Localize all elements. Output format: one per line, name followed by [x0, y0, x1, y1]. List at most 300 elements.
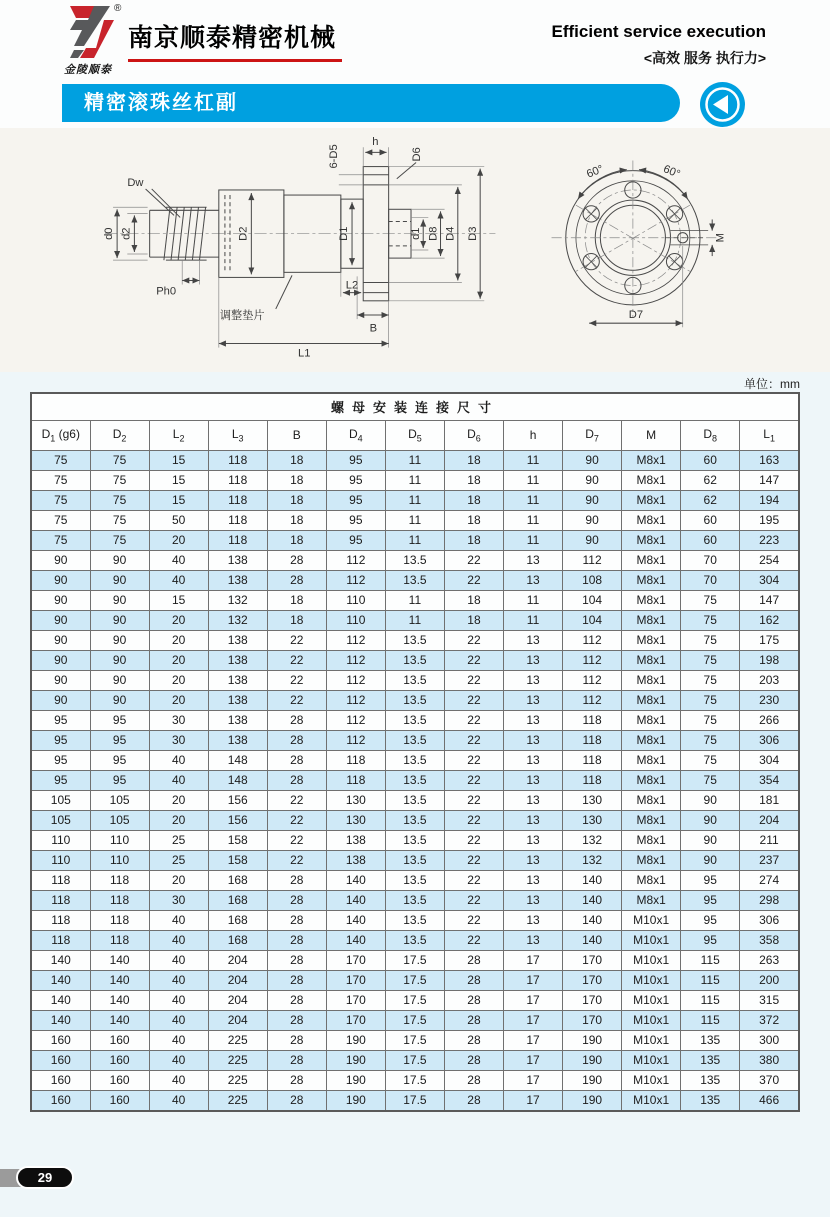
table-cell: 17 [504, 1070, 563, 1090]
table-cell: 40 [149, 970, 208, 990]
table-cell: 13 [504, 790, 563, 810]
dim-label-B: B [369, 322, 378, 335]
table-row [31, 850, 799, 870]
table-row [31, 950, 799, 970]
table-cell: 70 [681, 570, 740, 590]
table-cell: 315 [740, 990, 799, 1010]
table-cell: 204 [740, 810, 799, 830]
table-cell: 140 [90, 950, 149, 970]
table-cell: 118 [90, 910, 149, 930]
table-cell: 115 [681, 1010, 740, 1030]
table-cell: 60 [681, 530, 740, 550]
table-cell: 75 [90, 450, 149, 470]
table-cell: 112 [563, 650, 622, 670]
table-cell: 28 [444, 950, 503, 970]
table-cell: 11 [504, 530, 563, 550]
table-cell: 138 [208, 690, 267, 710]
table-cell: 20 [149, 790, 208, 810]
table-cell: 90 [681, 790, 740, 810]
table-row [31, 1050, 799, 1070]
table-cell: 22 [267, 670, 326, 690]
table-cell: 22 [267, 650, 326, 670]
table-cell: 90 [563, 490, 622, 510]
table-cell: 60 [681, 450, 740, 470]
table-cell: 112 [326, 550, 385, 570]
column-header: $L_3$ [208, 420, 267, 450]
dim-label-d0: d0 [103, 227, 116, 240]
table-row [31, 670, 799, 690]
unit-note: 单位：mm [744, 377, 800, 391]
dim-label-dw: Dw [127, 176, 144, 189]
table-cell: 115 [681, 950, 740, 970]
table-cell: 95 [326, 450, 385, 470]
table-cell: 118 [208, 450, 267, 470]
table-cell: 11 [504, 450, 563, 470]
table-cell: 13.5 [385, 690, 444, 710]
table-cell: 112 [563, 550, 622, 570]
table-cell: 112 [326, 570, 385, 590]
table-cell: 160 [90, 1030, 149, 1050]
table-cell: 22 [444, 750, 503, 770]
table-cell: 28 [444, 1030, 503, 1050]
table-row [31, 650, 799, 670]
section-banner [62, 84, 680, 122]
table-cell: 90 [563, 530, 622, 550]
table-row [31, 450, 799, 470]
table-cell: 118 [208, 470, 267, 490]
table-cell: 28 [267, 910, 326, 930]
table-cell: 118 [31, 870, 90, 890]
table-cell: 132 [563, 850, 622, 870]
angle-label-right: 60° [661, 163, 682, 181]
table-row [31, 570, 799, 590]
table-cell: 95 [326, 490, 385, 510]
table-cell: 115 [681, 990, 740, 1010]
table-cell: 22 [444, 830, 503, 850]
table-cell: 28 [267, 930, 326, 950]
table-cell: M8x1 [622, 830, 681, 850]
table-cell: 138 [208, 550, 267, 570]
company-logo [64, 4, 126, 77]
table-row [31, 930, 799, 950]
table-cell: M8x1 [622, 590, 681, 610]
table-cell: 266 [740, 710, 799, 730]
dim-label-ph0: Ph0 [156, 285, 177, 298]
table-cell: 28 [267, 1010, 326, 1030]
table-cell: 18 [444, 510, 503, 530]
table-cell: 20 [149, 810, 208, 830]
table-cell: 28 [267, 1090, 326, 1111]
dim-label-D8: D8 [427, 226, 440, 241]
table-cell: 95 [326, 470, 385, 490]
table-cell: 17.5 [385, 970, 444, 990]
table-cell: 160 [31, 1030, 90, 1050]
table-cell: 40 [149, 1090, 208, 1111]
table-cell: 25 [149, 830, 208, 850]
table-cell: 190 [326, 1050, 385, 1070]
table-row [31, 790, 799, 810]
table-cell: 13 [504, 910, 563, 930]
table-cell: 115 [681, 970, 740, 990]
table-cell: M8x1 [622, 890, 681, 910]
table-cell: 110 [90, 830, 149, 850]
back-button[interactable] [700, 82, 745, 127]
table-cell: 118 [563, 710, 622, 730]
table-cell: 138 [208, 710, 267, 730]
table-cell: 168 [208, 930, 267, 950]
table-row [31, 750, 799, 770]
table-cell: 17 [504, 970, 563, 990]
table-cell: 75 [681, 690, 740, 710]
dim-label-L2: L2 [345, 279, 359, 292]
table-cell: 90 [31, 590, 90, 610]
slogans [552, 22, 766, 68]
table-cell: 13 [504, 830, 563, 850]
table-row [31, 590, 799, 610]
table-cell: 13.5 [385, 930, 444, 950]
dim-label-L1: L1 [298, 347, 311, 360]
table-cell: 18 [267, 590, 326, 610]
table-cell: 11 [385, 510, 444, 530]
table-cell: 90 [31, 650, 90, 670]
table-cell: 40 [149, 770, 208, 790]
table-row [31, 510, 799, 530]
end-view-drawing [510, 132, 770, 372]
table-cell: 13.5 [385, 850, 444, 870]
column-header: $D_8$ [681, 420, 740, 450]
table-cell: 110 [90, 850, 149, 870]
table-cell: 75 [31, 450, 90, 470]
table-cell: 40 [149, 1070, 208, 1090]
table-cell: 132 [208, 610, 267, 630]
table-cell: 95 [31, 730, 90, 750]
table-cell: 105 [31, 790, 90, 810]
table-cell: 190 [326, 1030, 385, 1050]
slogan-en: Efficient service execution [551, 22, 766, 41]
table-cell: 18 [444, 590, 503, 610]
table-cell: 40 [149, 990, 208, 1010]
table-cell: 118 [90, 930, 149, 950]
table-cell: 30 [149, 730, 208, 750]
table-cell: 18 [267, 610, 326, 630]
table-cell: 140 [90, 990, 149, 1010]
table-cell: 112 [326, 650, 385, 670]
table-cell: M10x1 [622, 930, 681, 950]
table-cell: 118 [31, 930, 90, 950]
table-cell: 22 [444, 670, 503, 690]
column-header: M [622, 420, 681, 450]
table-cell: 13 [504, 570, 563, 590]
table-cell: 22 [444, 690, 503, 710]
table-cell: 95 [31, 710, 90, 730]
table-cell: 118 [31, 910, 90, 930]
company-name: 南京顺泰精密机械 [128, 18, 342, 62]
table-cell: 17 [504, 1030, 563, 1050]
table-cell: 75 [681, 750, 740, 770]
table-cell: 254 [740, 550, 799, 570]
table-cell: 168 [208, 910, 267, 930]
table-cell: 203 [740, 670, 799, 690]
table-cell: 112 [326, 670, 385, 690]
table-cell: 40 [149, 570, 208, 590]
table-cell: 140 [326, 890, 385, 910]
table-cell: 25 [149, 850, 208, 870]
table-cell: 132 [208, 590, 267, 610]
table-cell: 230 [740, 690, 799, 710]
table-cell: 28 [444, 1050, 503, 1070]
table-cell: 90 [90, 590, 149, 610]
table-cell: 160 [90, 1090, 149, 1111]
table-cell: 75 [31, 510, 90, 530]
table-cell: 190 [326, 1070, 385, 1090]
table-cell: 130 [326, 810, 385, 830]
table-cell: 140 [563, 890, 622, 910]
table-row [31, 530, 799, 550]
table-cell: 90 [90, 650, 149, 670]
table-cell: 112 [563, 630, 622, 650]
table-cell: M8x1 [622, 710, 681, 730]
table-cell: 75 [90, 530, 149, 550]
table-cell: 28 [267, 1050, 326, 1070]
table-cell: 75 [681, 630, 740, 650]
table-cell: 190 [563, 1070, 622, 1090]
table-cell: 13 [504, 810, 563, 830]
table-cell: 118 [208, 490, 267, 510]
table-cell: 13 [504, 710, 563, 730]
table-cell: 17.5 [385, 1010, 444, 1030]
table-cell: 138 [208, 730, 267, 750]
table-cell: 22 [267, 830, 326, 850]
table-cell: 22 [444, 710, 503, 730]
table-cell: M8x1 [622, 690, 681, 710]
table-cell: 11 [385, 450, 444, 470]
table-cell: 95 [31, 750, 90, 770]
back-icon [700, 82, 745, 127]
table-cell: 30 [149, 710, 208, 730]
table-cell: 75 [681, 670, 740, 690]
table-cell: 18 [444, 470, 503, 490]
table-cell: 17 [504, 1050, 563, 1070]
table-cell: 13 [504, 550, 563, 570]
column-header: $D_6$ [444, 420, 503, 450]
table-cell: 22 [444, 550, 503, 570]
table-cell: 17.5 [385, 1050, 444, 1070]
table-cell: 105 [31, 810, 90, 830]
table-cell: 11 [385, 610, 444, 630]
table-cell: 75 [681, 710, 740, 730]
table-cell: M8x1 [622, 850, 681, 870]
table-row [31, 970, 799, 990]
table-cell: 13.5 [385, 570, 444, 590]
table-cell: 190 [326, 1090, 385, 1111]
table-cell: 13.5 [385, 790, 444, 810]
table-row [31, 810, 799, 830]
table-cell: 130 [563, 810, 622, 830]
logo-caption: 金陵顺泰 [64, 63, 112, 76]
table-cell: 90 [681, 810, 740, 830]
table-cell: 11 [504, 590, 563, 610]
column-header: $D_2$ [90, 420, 149, 450]
table-cell: 90 [31, 570, 90, 590]
table-cell: 22 [267, 850, 326, 870]
table-cell: 20 [149, 690, 208, 710]
table-cell: 20 [149, 650, 208, 670]
table-cell: 13 [504, 750, 563, 770]
table-cell: 168 [208, 870, 267, 890]
table-cell: 28 [444, 990, 503, 1010]
table-cell: 104 [563, 610, 622, 630]
table-row [31, 990, 799, 1010]
table-cell: 160 [31, 1070, 90, 1090]
table-cell: 200 [740, 970, 799, 990]
table-cell: 40 [149, 910, 208, 930]
table-cell: 135 [681, 1090, 740, 1111]
table-cell: 17.5 [385, 990, 444, 1010]
table-cell: M10x1 [622, 1030, 681, 1050]
table-cell: 30 [149, 890, 208, 910]
table-cell: 90 [681, 830, 740, 850]
table-cell: 20 [149, 530, 208, 550]
table-cell: 18 [267, 510, 326, 530]
table-cell: M8x1 [622, 570, 681, 590]
column-header: $L_1$ [740, 420, 799, 450]
table-cell: 112 [563, 670, 622, 690]
table-cell: 118 [208, 530, 267, 550]
table-cell: 95 [681, 890, 740, 910]
table-cell: 148 [208, 770, 267, 790]
logo-icon [64, 4, 116, 60]
table-cell: 306 [740, 910, 799, 930]
column-header: B [267, 420, 326, 450]
table-cell: 90 [31, 690, 90, 710]
table-cell: 18 [267, 490, 326, 510]
table-cell: 40 [149, 550, 208, 570]
table-cell: 140 [326, 910, 385, 930]
table-cell: M10x1 [622, 1070, 681, 1090]
table-cell: 168 [208, 890, 267, 910]
table-cell: 135 [681, 1070, 740, 1090]
table-row [31, 690, 799, 710]
table-cell: 110 [31, 850, 90, 870]
table-cell: 13.5 [385, 550, 444, 570]
table-cell: 160 [31, 1090, 90, 1111]
table-cell: 140 [31, 990, 90, 1010]
table-cell: 22 [267, 630, 326, 650]
table-cell: 13 [504, 670, 563, 690]
table-cell: 18 [267, 470, 326, 490]
table-cell: 11 [504, 490, 563, 510]
table-cell: 22 [444, 630, 503, 650]
table-cell: 13.5 [385, 730, 444, 750]
table-cell: 22 [444, 770, 503, 790]
table-cell: 118 [563, 770, 622, 790]
dim-label-D6: D6 [411, 147, 424, 162]
table-cell: 130 [326, 790, 385, 810]
table-cell: M8x1 [622, 450, 681, 470]
table-cell: 13.5 [385, 830, 444, 850]
table-cell: 17 [504, 990, 563, 1010]
table-cell: M8x1 [622, 470, 681, 490]
table-cell: M8x1 [622, 610, 681, 630]
table-cell: 18 [444, 450, 503, 470]
table-cell: 75 [90, 510, 149, 530]
table-cell: 13.5 [385, 810, 444, 830]
dim-label-d1: d1 [410, 227, 423, 240]
table-cell: 118 [31, 890, 90, 910]
table-cell: 300 [740, 1030, 799, 1050]
table-cell: 13.5 [385, 910, 444, 930]
table-cell: 75 [31, 470, 90, 490]
table-cell: 140 [90, 1010, 149, 1030]
table-cell: 13 [504, 890, 563, 910]
table-cell: M10x1 [622, 910, 681, 930]
table-cell: M10x1 [622, 990, 681, 1010]
table-cell: 90 [90, 690, 149, 710]
table-cell: 138 [208, 670, 267, 690]
table-cell: 11 [504, 610, 563, 630]
table-cell: 13 [504, 630, 563, 650]
table-cell: 22 [444, 650, 503, 670]
table-cell: M8x1 [622, 870, 681, 890]
table-cell: 22 [444, 810, 503, 830]
side-view-drawing [70, 132, 510, 372]
table-cell: 95 [90, 770, 149, 790]
table-cell: 105 [90, 790, 149, 810]
table-cell: 112 [326, 630, 385, 650]
table-cell: M10x1 [622, 950, 681, 970]
table-cell: 75 [681, 770, 740, 790]
table-cell: 140 [31, 1010, 90, 1030]
dimension-table [30, 392, 800, 1112]
table-cell: M10x1 [622, 970, 681, 990]
table-cell: 95 [326, 510, 385, 530]
table-row [31, 610, 799, 630]
table-row [31, 550, 799, 570]
table-cell: M8x1 [622, 750, 681, 770]
table-cell: 40 [149, 1010, 208, 1030]
table-cell: 138 [208, 570, 267, 590]
table-row [31, 490, 799, 510]
table-cell: 90 [31, 630, 90, 650]
table-cell: 147 [740, 470, 799, 490]
table-cell: 75 [31, 490, 90, 510]
dim-label-h: h [372, 136, 379, 149]
dim-label-D1: D1 [337, 226, 350, 241]
table-cell: 140 [90, 970, 149, 990]
table-cell: 138 [326, 850, 385, 870]
table-cell: 75 [90, 470, 149, 490]
table-cell: 190 [563, 1090, 622, 1111]
dim-label-D4: D4 [444, 226, 457, 241]
table-cell: 90 [681, 850, 740, 870]
table-row [31, 710, 799, 730]
table-cell: 110 [326, 610, 385, 630]
table-row [31, 1030, 799, 1050]
table-cell: 75 [90, 490, 149, 510]
table-cell: 40 [149, 950, 208, 970]
table-cell: 18 [444, 610, 503, 630]
table-cell: 40 [149, 930, 208, 950]
table-cell: 13 [504, 870, 563, 890]
table-cell: 110 [31, 830, 90, 850]
table-cell: 13 [504, 730, 563, 750]
table-cell: 135 [681, 1030, 740, 1050]
table-cell: 194 [740, 490, 799, 510]
table-cell: 20 [149, 610, 208, 630]
table-cell: 22 [444, 890, 503, 910]
table-cell: 40 [149, 1050, 208, 1070]
table-row [31, 770, 799, 790]
